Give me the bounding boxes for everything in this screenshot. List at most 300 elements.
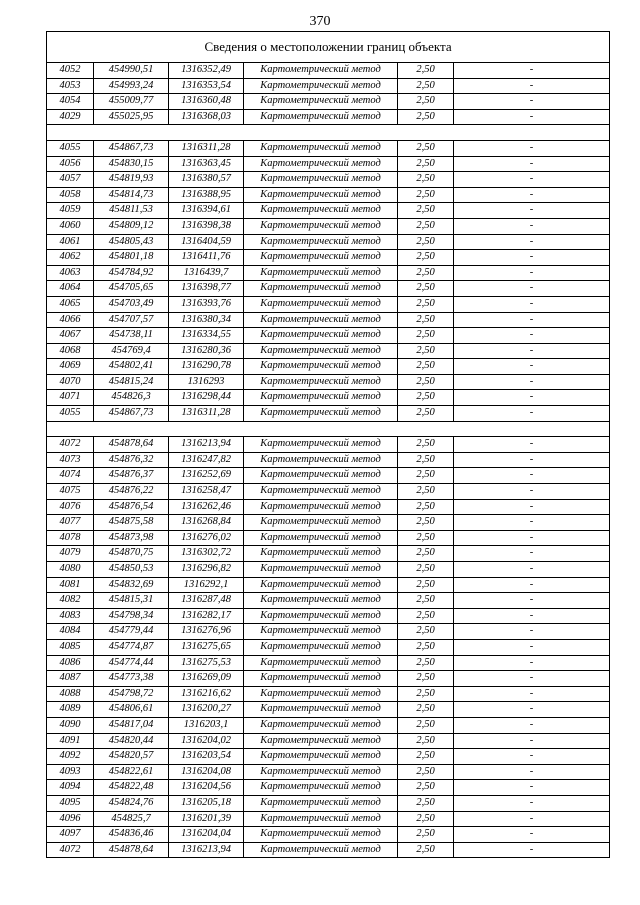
description-cell: -	[454, 140, 610, 156]
method-cell: Картометрический метод	[244, 203, 398, 219]
point-number-cell: 4085	[47, 639, 94, 655]
description-cell: -	[454, 374, 610, 390]
table-row	[47, 593, 610, 609]
page-number: 370	[309, 14, 331, 29]
description-cell: -	[454, 655, 610, 671]
point-number-cell: 4071	[47, 390, 94, 406]
method-cell: Картометрический метод	[244, 156, 398, 172]
y-coordinate-cell: 1316204,02	[169, 733, 244, 749]
method-cell: Картометрический метод	[244, 484, 398, 500]
method-cell: Картометрический метод	[244, 437, 398, 453]
accuracy-cell: 2,50	[398, 406, 454, 422]
method-cell: Картометрический метод	[244, 717, 398, 733]
point-number-cell: 4062	[47, 250, 94, 266]
x-coordinate-cell: 454878,64	[94, 437, 169, 453]
description-cell: -	[454, 702, 610, 718]
y-coordinate-cell: 1316268,84	[169, 515, 244, 531]
point-number-cell: 4076	[47, 499, 94, 515]
x-coordinate-cell: 454990,51	[94, 63, 169, 79]
method-cell: Картометрический метод	[244, 530, 398, 546]
table-row	[47, 608, 610, 624]
x-coordinate-cell: 454993,24	[94, 78, 169, 94]
x-coordinate-cell: 454774,44	[94, 655, 169, 671]
x-coordinate-cell: 454705,65	[94, 281, 169, 297]
x-coordinate-cell: 454817,04	[94, 717, 169, 733]
table-row	[47, 686, 610, 702]
y-coordinate-cell: 1316352,49	[169, 63, 244, 79]
x-coordinate-cell: 454825,7	[94, 811, 169, 827]
x-coordinate-cell: 454867,73	[94, 406, 169, 422]
accuracy-cell: 2,50	[398, 717, 454, 733]
accuracy-cell: 2,50	[398, 265, 454, 281]
table-row	[47, 187, 610, 203]
method-cell: Картометрический метод	[244, 406, 398, 422]
description-cell: -	[454, 671, 610, 687]
method-cell: Картометрический метод	[244, 764, 398, 780]
y-coordinate-cell: 1316394,61	[169, 203, 244, 219]
description-cell: -	[454, 499, 610, 515]
accuracy-cell: 2,50	[398, 811, 454, 827]
table-row	[47, 499, 610, 515]
x-coordinate-cell: 454867,73	[94, 140, 169, 156]
method-cell: Картометрический метод	[244, 78, 398, 94]
point-number-cell: 4096	[47, 811, 94, 827]
accuracy-cell: 2,50	[398, 546, 454, 562]
y-coordinate-cell: 1316276,96	[169, 624, 244, 640]
y-coordinate-cell: 1316292,1	[169, 577, 244, 593]
description-cell: -	[454, 328, 610, 344]
accuracy-cell: 2,50	[398, 468, 454, 484]
method-cell: Картометрический метод	[244, 733, 398, 749]
point-number-cell: 4075	[47, 484, 94, 500]
description-cell: -	[454, 109, 610, 125]
table-row	[47, 702, 610, 718]
table-row	[47, 655, 610, 671]
accuracy-cell: 2,50	[398, 780, 454, 796]
x-coordinate-cell: 454773,38	[94, 671, 169, 687]
accuracy-cell: 2,50	[398, 639, 454, 655]
method-cell: Картометрический метод	[244, 593, 398, 609]
y-coordinate-cell: 1316302,72	[169, 546, 244, 562]
table-row	[47, 156, 610, 172]
table-row	[47, 234, 610, 250]
x-coordinate-cell: 454870,75	[94, 546, 169, 562]
method-cell: Картометрический метод	[244, 842, 398, 858]
method-cell: Картометрический метод	[244, 172, 398, 188]
y-coordinate-cell: 1316216,62	[169, 686, 244, 702]
y-coordinate-cell: 1316287,48	[169, 593, 244, 609]
accuracy-cell: 2,50	[398, 203, 454, 219]
description-cell: -	[454, 172, 610, 188]
x-coordinate-cell: 454824,76	[94, 795, 169, 811]
table-row	[47, 671, 610, 687]
accuracy-cell: 2,50	[398, 530, 454, 546]
y-coordinate-cell: 1316380,34	[169, 312, 244, 328]
accuracy-cell: 2,50	[398, 795, 454, 811]
point-number-cell: 4089	[47, 702, 94, 718]
y-coordinate-cell: 1316275,53	[169, 655, 244, 671]
group-separator-row	[47, 125, 610, 141]
point-number-cell: 4072	[47, 842, 94, 858]
method-cell: Картометрический метод	[244, 234, 398, 250]
x-coordinate-cell: 454819,93	[94, 172, 169, 188]
point-number-cell: 4072	[47, 437, 94, 453]
method-cell: Картометрический метод	[244, 390, 398, 406]
accuracy-cell: 2,50	[398, 733, 454, 749]
table-row	[47, 109, 610, 125]
point-number-cell: 4064	[47, 281, 94, 297]
description-cell: -	[454, 468, 610, 484]
table-row	[47, 827, 610, 843]
point-number-cell: 4057	[47, 172, 94, 188]
point-number-cell: 4090	[47, 717, 94, 733]
point-number-cell: 4097	[47, 827, 94, 843]
table-row	[47, 406, 610, 422]
accuracy-cell: 2,50	[398, 484, 454, 500]
y-coordinate-cell: 1316360,48	[169, 94, 244, 110]
method-cell: Картометрический метод	[244, 499, 398, 515]
y-coordinate-cell: 1316247,82	[169, 452, 244, 468]
description-cell: -	[454, 437, 610, 453]
x-coordinate-cell: 454769,4	[94, 343, 169, 359]
y-coordinate-cell: 1316203,54	[169, 749, 244, 765]
point-number-cell: 4053	[47, 78, 94, 94]
y-coordinate-cell: 1316276,02	[169, 530, 244, 546]
point-number-cell: 4061	[47, 234, 94, 250]
point-number-cell: 4080	[47, 562, 94, 578]
method-cell: Картометрический метод	[244, 94, 398, 110]
description-cell: -	[454, 94, 610, 110]
table-row	[47, 842, 610, 858]
description-cell: -	[454, 608, 610, 624]
point-number-cell: 4052	[47, 63, 94, 79]
description-cell: -	[454, 577, 610, 593]
description-cell: -	[454, 593, 610, 609]
point-number-cell: 4091	[47, 733, 94, 749]
x-coordinate-cell: 454826,3	[94, 390, 169, 406]
description-cell: -	[454, 250, 610, 266]
x-coordinate-cell: 455025,95	[94, 109, 169, 125]
method-cell: Картометрический метод	[244, 608, 398, 624]
method-cell: Картометрический метод	[244, 187, 398, 203]
description-cell: -	[454, 515, 610, 531]
method-cell: Картометрический метод	[244, 639, 398, 655]
point-number-cell: 4065	[47, 296, 94, 312]
description-cell: -	[454, 406, 610, 422]
point-number-cell: 4084	[47, 624, 94, 640]
table-row	[47, 452, 610, 468]
y-coordinate-cell: 1316204,04	[169, 827, 244, 843]
description-cell: -	[454, 764, 610, 780]
point-number-cell: 4094	[47, 780, 94, 796]
method-cell: Картометрический метод	[244, 546, 398, 562]
group-separator-row	[47, 421, 610, 437]
x-coordinate-cell: 454875,58	[94, 515, 169, 531]
method-cell: Картометрический метод	[244, 702, 398, 718]
description-cell: -	[454, 811, 610, 827]
y-coordinate-cell: 1316290,78	[169, 359, 244, 375]
x-coordinate-cell: 454703,49	[94, 296, 169, 312]
accuracy-cell: 2,50	[398, 218, 454, 234]
method-cell: Картометрический метод	[244, 515, 398, 531]
description-cell: -	[454, 187, 610, 203]
description-cell: -	[454, 530, 610, 546]
description-cell: -	[454, 733, 610, 749]
accuracy-cell: 2,50	[398, 234, 454, 250]
accuracy-cell: 2,50	[398, 156, 454, 172]
point-number-cell: 4058	[47, 187, 94, 203]
accuracy-cell: 2,50	[398, 359, 454, 375]
x-coordinate-cell: 454805,43	[94, 234, 169, 250]
method-cell: Картометрический метод	[244, 795, 398, 811]
x-coordinate-cell: 454802,41	[94, 359, 169, 375]
y-coordinate-cell: 1316269,09	[169, 671, 244, 687]
x-coordinate-cell: 454774,87	[94, 639, 169, 655]
y-coordinate-cell: 1316252,69	[169, 468, 244, 484]
y-coordinate-cell: 1316404,59	[169, 234, 244, 250]
x-coordinate-cell: 454798,34	[94, 608, 169, 624]
y-coordinate-cell: 1316311,28	[169, 406, 244, 422]
description-cell: -	[454, 546, 610, 562]
accuracy-cell: 2,50	[398, 374, 454, 390]
accuracy-cell: 2,50	[398, 562, 454, 578]
point-number-cell: 4066	[47, 312, 94, 328]
table-row	[47, 328, 610, 344]
table-row	[47, 639, 610, 655]
group-separator-cell	[47, 421, 610, 437]
table-row	[47, 577, 610, 593]
table-row	[47, 764, 610, 780]
x-coordinate-cell: 454815,24	[94, 374, 169, 390]
method-cell: Картометрический метод	[244, 281, 398, 297]
description-cell: -	[454, 359, 610, 375]
table-row	[47, 78, 610, 94]
method-cell: Картометрический метод	[244, 63, 398, 79]
x-coordinate-cell: 454832,69	[94, 577, 169, 593]
accuracy-cell: 2,50	[398, 78, 454, 94]
description-cell: -	[454, 842, 610, 858]
table-row	[47, 390, 610, 406]
method-cell: Картометрический метод	[244, 671, 398, 687]
description-cell: -	[454, 296, 610, 312]
y-coordinate-cell: 1316201,39	[169, 811, 244, 827]
point-number-cell: 4077	[47, 515, 94, 531]
method-cell: Картометрический метод	[244, 624, 398, 640]
method-cell: Картометрический метод	[244, 827, 398, 843]
point-number-cell: 4087	[47, 671, 94, 687]
table-body	[47, 32, 610, 858]
accuracy-cell: 2,50	[398, 671, 454, 687]
x-coordinate-cell: 454876,22	[94, 484, 169, 500]
x-coordinate-cell: 454798,72	[94, 686, 169, 702]
y-coordinate-cell: 1316282,17	[169, 608, 244, 624]
accuracy-cell: 2,50	[398, 499, 454, 515]
boundary-table	[46, 31, 610, 858]
accuracy-cell: 2,50	[398, 655, 454, 671]
point-number-cell: 4086	[47, 655, 94, 671]
x-coordinate-cell: 454873,98	[94, 530, 169, 546]
point-number-cell: 4078	[47, 530, 94, 546]
description-cell: -	[454, 795, 610, 811]
accuracy-cell: 2,50	[398, 452, 454, 468]
accuracy-cell: 2,50	[398, 624, 454, 640]
point-number-cell: 4069	[47, 359, 94, 375]
y-coordinate-cell: 1316213,94	[169, 842, 244, 858]
point-number-cell: 4082	[47, 593, 94, 609]
accuracy-cell: 2,50	[398, 250, 454, 266]
method-cell: Картометрический метод	[244, 468, 398, 484]
description-cell: -	[454, 390, 610, 406]
x-coordinate-cell: 454830,15	[94, 156, 169, 172]
method-cell: Картометрический метод	[244, 359, 398, 375]
accuracy-cell: 2,50	[398, 312, 454, 328]
description-cell: -	[454, 827, 610, 843]
point-number-cell: 4083	[47, 608, 94, 624]
point-number-cell: 4063	[47, 265, 94, 281]
y-coordinate-cell: 1316203,1	[169, 717, 244, 733]
method-cell: Картометрический метод	[244, 780, 398, 796]
description-cell: -	[454, 281, 610, 297]
table-row	[47, 63, 610, 79]
table-row	[47, 795, 610, 811]
accuracy-cell: 2,50	[398, 827, 454, 843]
description-cell: -	[454, 218, 610, 234]
table-header-row	[47, 32, 610, 63]
x-coordinate-cell: 454820,57	[94, 749, 169, 765]
table-row	[47, 530, 610, 546]
y-coordinate-cell: 1316275,65	[169, 639, 244, 655]
table-row	[47, 374, 610, 390]
x-coordinate-cell: 454822,48	[94, 780, 169, 796]
accuracy-cell: 2,50	[398, 94, 454, 110]
description-cell: -	[454, 312, 610, 328]
y-coordinate-cell: 1316293	[169, 374, 244, 390]
point-number-cell: 4092	[47, 749, 94, 765]
table-row	[47, 250, 610, 266]
accuracy-cell: 2,50	[398, 749, 454, 765]
x-coordinate-cell: 454822,61	[94, 764, 169, 780]
accuracy-cell: 2,50	[398, 764, 454, 780]
description-cell: -	[454, 484, 610, 500]
description-cell: -	[454, 452, 610, 468]
y-coordinate-cell: 1316205,18	[169, 795, 244, 811]
x-coordinate-cell: 454811,53	[94, 203, 169, 219]
y-coordinate-cell: 1316213,94	[169, 437, 244, 453]
point-number-cell: 4029	[47, 109, 94, 125]
point-number-cell: 4079	[47, 546, 94, 562]
x-coordinate-cell: 454850,53	[94, 562, 169, 578]
accuracy-cell: 2,50	[398, 296, 454, 312]
accuracy-cell: 2,50	[398, 63, 454, 79]
y-coordinate-cell: 1316280,36	[169, 343, 244, 359]
table-row	[47, 203, 610, 219]
accuracy-cell: 2,50	[398, 140, 454, 156]
x-coordinate-cell: 454876,32	[94, 452, 169, 468]
method-cell: Картометрический метод	[244, 296, 398, 312]
x-coordinate-cell: 454809,12	[94, 218, 169, 234]
method-cell: Картометрический метод	[244, 312, 398, 328]
point-number-cell: 4095	[47, 795, 94, 811]
accuracy-cell: 2,50	[398, 515, 454, 531]
point-number-cell: 4054	[47, 94, 94, 110]
x-coordinate-cell: 454820,44	[94, 733, 169, 749]
x-coordinate-cell: 454779,44	[94, 624, 169, 640]
table-row	[47, 343, 610, 359]
y-coordinate-cell: 1316204,56	[169, 780, 244, 796]
description-cell: -	[454, 717, 610, 733]
method-cell: Картометрический метод	[244, 655, 398, 671]
table-row	[47, 717, 610, 733]
description-cell: -	[454, 203, 610, 219]
y-coordinate-cell: 1316439,7	[169, 265, 244, 281]
table-row	[47, 359, 610, 375]
description-cell: -	[454, 265, 610, 281]
method-cell: Картометрический метод	[244, 250, 398, 266]
table-row	[47, 749, 610, 765]
description-cell: -	[454, 749, 610, 765]
x-coordinate-cell: 454876,37	[94, 468, 169, 484]
method-cell: Картометрический метод	[244, 686, 398, 702]
table-row	[47, 281, 610, 297]
table-row	[47, 780, 610, 796]
y-coordinate-cell: 1316363,45	[169, 156, 244, 172]
method-cell: Картометрический метод	[244, 265, 398, 281]
accuracy-cell: 2,50	[398, 577, 454, 593]
table-row	[47, 218, 610, 234]
x-coordinate-cell: 454784,92	[94, 265, 169, 281]
table-row	[47, 562, 610, 578]
point-number-cell: 4088	[47, 686, 94, 702]
description-cell: -	[454, 639, 610, 655]
table-row	[47, 312, 610, 328]
description-cell: -	[454, 343, 610, 359]
group-separator-cell	[47, 125, 610, 141]
description-cell: -	[454, 78, 610, 94]
y-coordinate-cell: 1316368,03	[169, 109, 244, 125]
y-coordinate-cell: 1316380,57	[169, 172, 244, 188]
accuracy-cell: 2,50	[398, 842, 454, 858]
y-coordinate-cell: 1316398,77	[169, 281, 244, 297]
accuracy-cell: 2,50	[398, 608, 454, 624]
y-coordinate-cell: 1316262,46	[169, 499, 244, 515]
table-row	[47, 265, 610, 281]
y-coordinate-cell: 1316311,28	[169, 140, 244, 156]
point-number-cell: 4070	[47, 374, 94, 390]
method-cell: Картометрический метод	[244, 749, 398, 765]
y-coordinate-cell: 1316334,55	[169, 328, 244, 344]
table-row	[47, 515, 610, 531]
method-cell: Картометрический метод	[244, 374, 398, 390]
x-coordinate-cell: 454814,73	[94, 187, 169, 203]
point-number-cell: 4068	[47, 343, 94, 359]
table-row	[47, 296, 610, 312]
table-row	[47, 484, 610, 500]
point-number-cell: 4067	[47, 328, 94, 344]
x-coordinate-cell: 454876,54	[94, 499, 169, 515]
y-coordinate-cell: 1316296,82	[169, 562, 244, 578]
method-cell: Картометрический метод	[244, 140, 398, 156]
description-cell: -	[454, 780, 610, 796]
table-header: Сведения о местоположении границ объекта	[47, 32, 610, 63]
table-row	[47, 811, 610, 827]
point-number-cell: 4060	[47, 218, 94, 234]
table-row	[47, 437, 610, 453]
point-number-cell: 4059	[47, 203, 94, 219]
point-number-cell: 4056	[47, 156, 94, 172]
y-coordinate-cell: 1316393,76	[169, 296, 244, 312]
method-cell: Картометрический метод	[244, 109, 398, 125]
table-row	[47, 468, 610, 484]
